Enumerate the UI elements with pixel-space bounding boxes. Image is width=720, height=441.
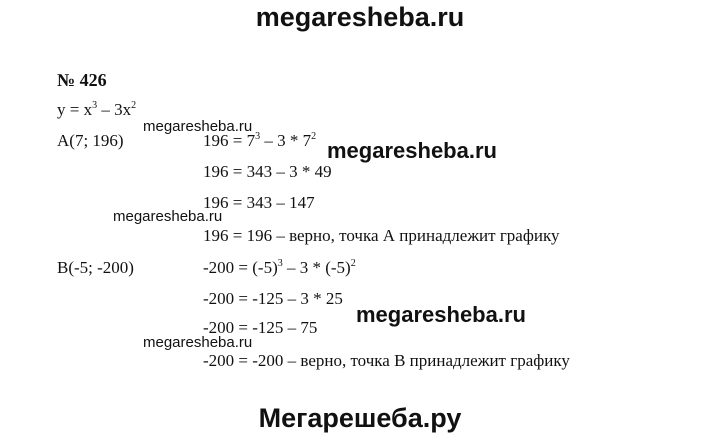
function-exp-1: 3 bbox=[92, 100, 98, 111]
point-a-label: A(7; 196) bbox=[57, 131, 124, 150]
point-b-line-2: -200 = -125 – 3 * 25 bbox=[203, 289, 343, 308]
point-b-line-3: -200 = -125 – 75 bbox=[203, 318, 318, 337]
point-b-label: B(-5; -200) bbox=[57, 258, 134, 277]
watermark-bottom: Мегарешеба.ру bbox=[258, 403, 462, 433]
point-a-line-1-exp-2: 2 bbox=[311, 131, 317, 142]
point-a-line-1-part-a: 196 = 7 bbox=[203, 131, 256, 150]
point-a-line-1-exp-1: 3 bbox=[255, 131, 261, 142]
watermark-small-2: megaresheba.ru bbox=[113, 208, 223, 225]
watermark-top: megaresheba.ru bbox=[255, 2, 465, 32]
function-part-b: – 3x bbox=[97, 100, 132, 119]
point-a-line-1-part-b: – 3 * 7 bbox=[260, 131, 312, 150]
watermark-small-3: megaresheba.ru bbox=[143, 334, 253, 351]
point-a-line-2: 196 = 343 – 3 * 49 bbox=[203, 162, 332, 181]
function-exp-2: 2 bbox=[131, 100, 137, 111]
watermark-medium-2: megaresheba.ru bbox=[356, 302, 526, 327]
point-a-line-3: 196 = 343 – 147 bbox=[203, 193, 315, 212]
point-b-line-1 bbox=[203, 258, 356, 278]
point-b-line-4: -200 = -200 – верно, точка В принадлежит графику bbox=[203, 351, 570, 370]
function-part-a: y = x bbox=[57, 100, 93, 119]
watermark-medium-1: megaresheba.ru bbox=[327, 138, 497, 163]
point-b-line-1-exp-2: 2 bbox=[350, 258, 356, 269]
point-b-line-1-exp-1: 3 bbox=[277, 258, 283, 269]
problem-number: № 426 bbox=[57, 70, 107, 90]
function-formula bbox=[57, 100, 136, 120]
point-b-line-1-part-b: – 3 * (-5) bbox=[282, 258, 351, 277]
point-a-line-4: 196 = 196 – верно, точка А принадлежит графику bbox=[203, 226, 560, 245]
point-a-line-1 bbox=[203, 131, 316, 151]
point-b-line-1-part-a: -200 = (-5) bbox=[203, 258, 278, 277]
watermark-small-1: megaresheba.ru bbox=[143, 118, 253, 135]
